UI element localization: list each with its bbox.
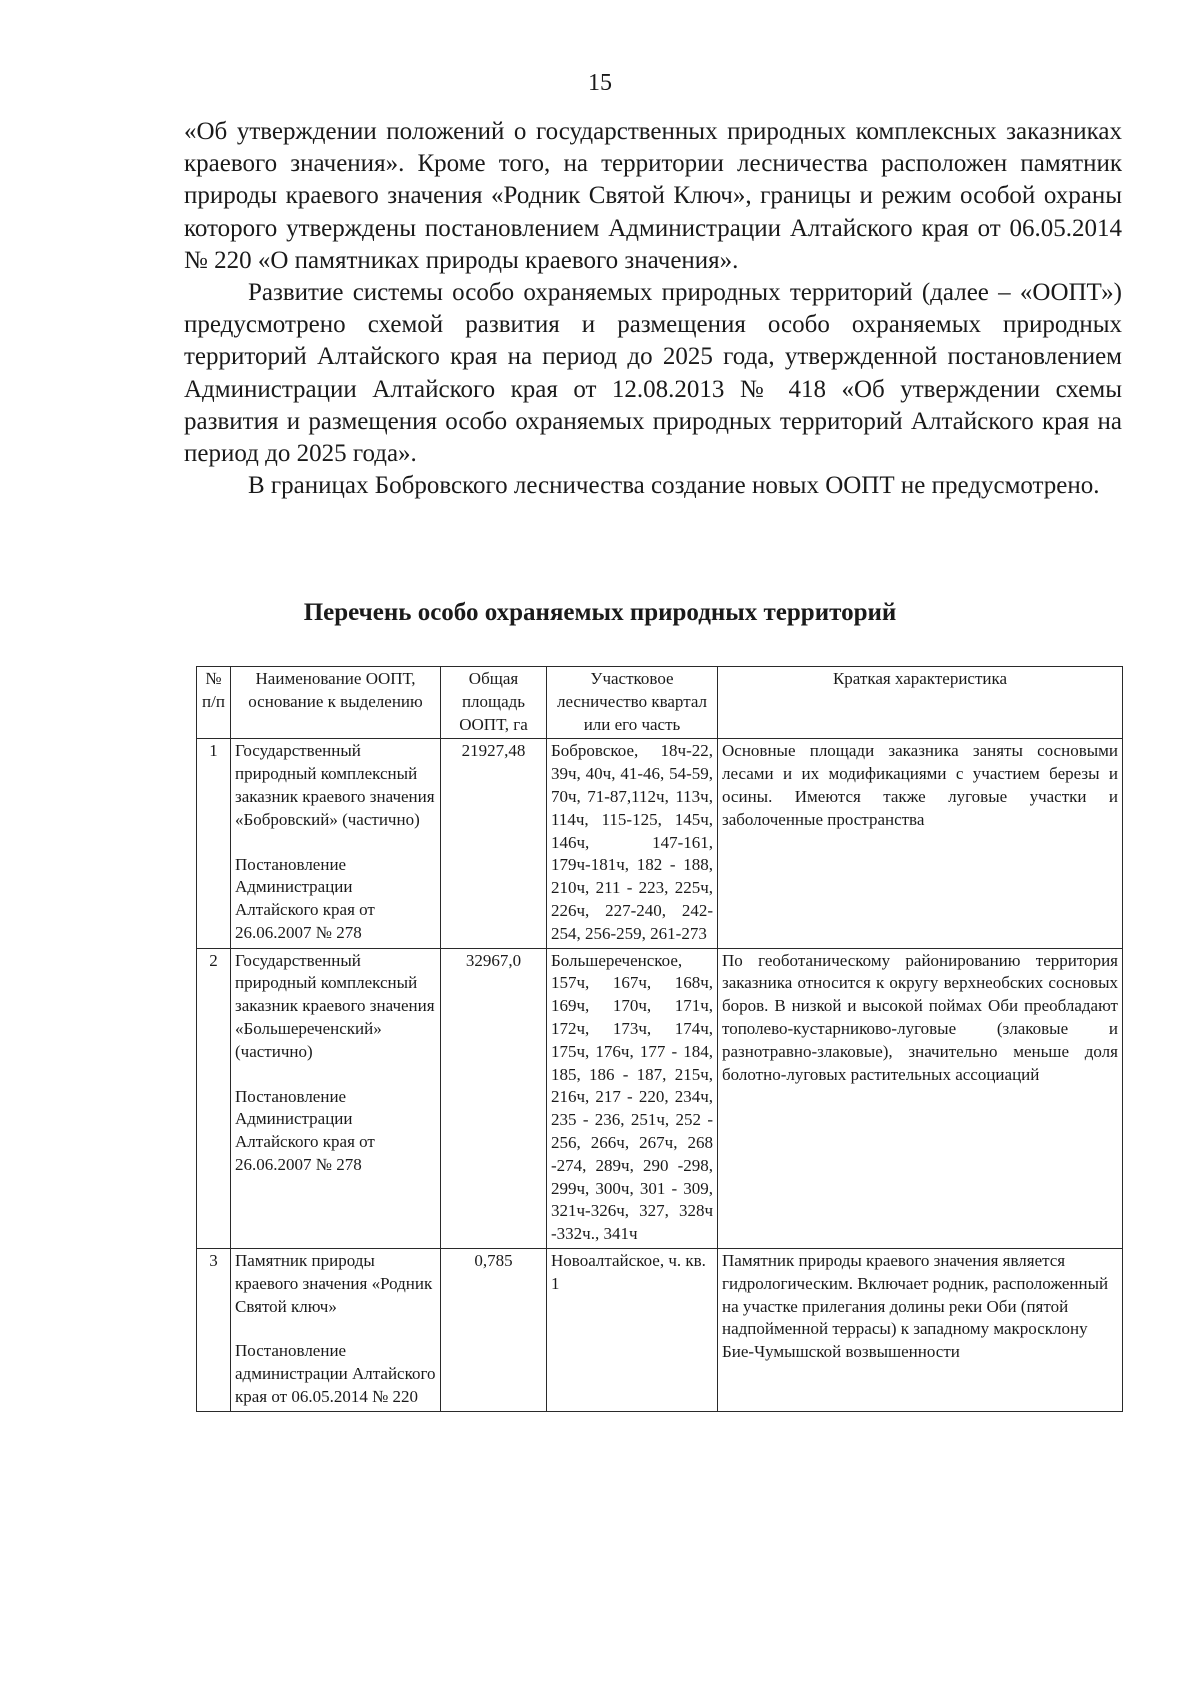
paragraph: Развитие системы особо охраняемых природных территорий (далее – «ООПТ») предусмотрено схемой развития и размещения особо охраняемых природных территорий Алтайского края на период до 2025 года, утвержденной постановлением Администрации Алтайского края от 12.08.2013 № 418 «Об утверждении схемы развития и размещения особо охраняемых природных территорий Алтайского края на период до 2025 года». [184,279,1122,468]
table-row [197,1248,1123,1411]
row-name: Государственный природный комплексный заказник краевого значения «Большереченский» (частично) [235,950,435,1061]
header-description: Краткая характеристика [718,667,1123,739]
page-number: 15 [588,70,612,96]
row-number: 3 [197,1248,231,1411]
row-name-cell [231,948,441,1248]
paragraph: В границах Бобровского лесничества создание новых ООПТ не предусмотрено. [248,472,1100,500]
row-forestry: Новоалтайское, ч. кв. 1 [547,1248,718,1411]
row-description: Памятник природы краевого значения является гидрологическим. Включает родник, расположенный на участке прилегания долины реки Оби (пятой надпойменной террасы) к западному макросклону Бие-Чумышской возвышенности [718,1248,1123,1411]
row-basis: Постановление Администрации Алтайского края от 26.06.2007 № 278 [235,1086,375,1174]
header-forestry: Участковое лесничество квартал или его часть [547,667,718,739]
table-title: Перечень особо охраняемых природных территорий [303,599,897,626]
body-text [184,116,1122,502]
row-number: 1 [197,739,231,948]
row-name-cell [231,1248,441,1411]
row-name: Памятник природы краевого значения «Родник Святой ключ» [235,1250,433,1316]
row-area: 0,785 [441,1248,547,1411]
table-row [197,948,1123,1248]
row-forestry: Большереченское, 157ч, 167ч, 168ч, 169ч, 170ч, 171ч, 172ч, 173ч, 174ч, 175ч, 176ч, 177 - 184, 185, 186 - 187, 215ч, 216ч, 217 - 220, 234ч, 235 - 236, 251ч, 252 - 256, 266ч, 267ч, 268 -274, 289ч, 290 -298, 299ч, 300ч, 301 - 309, 321ч-326ч, 327, 328ч -332ч., 341ч [547,948,718,1248]
row-name-cell [231,739,441,948]
row-area: 32967,0 [441,948,547,1248]
row-description: Основные площади заказника заняты сосновыми лесами и их модификациями с участием березы и осины. Имеются также луговые участки и заболоченные пространства [718,739,1123,948]
header-number: № п/п [197,667,231,739]
oopt-table [196,666,1123,1412]
row-area: 21927,48 [441,739,547,948]
row-forestry: Бобровское, 18ч-22, 39ч, 40ч, 41-46, 54-59, 70ч, 71-87,112ч, 113ч, 114ч, 115-125, 145ч, 146ч, 147-161, 179ч-181ч, 182 - 188, 210ч, 211 - 223, 225ч, 226ч, 227-240, 242-254, 256-259, 261-273 [547,739,718,948]
table-header-row [197,667,1123,739]
row-basis: Постановление Администрации Алтайского края от 26.06.2007 № 278 [235,854,375,942]
row-number: 2 [197,948,231,1248]
row-description: По геоботаническому районированию территория заказника относится к округу верхнеобских сосновых боров. В низкой и высокой поймах Оби преобладают тополево-кустарниково-луговые (злаковые и разнотравно-злаковые), значительно меньше доля болотно-луговых растительных ассоциаций [718,948,1123,1248]
paragraph: «Об утверждении положений о государственных природных комплексных заказниках краевого значения». Кроме того, на территории лесничества расположен памятник природы краевого значения «Родник Святой Ключ», границы и режим особой охраны которого утверждены постановлением Администрации Алтайского края от 06.05.2014 № 220 «О памятниках природы краевого значения». [184,118,1122,274]
row-basis: Постановление администрации Алтайского края от 06.05.2014 № 220 [235,1341,436,1406]
row-name: Государственный природный комплексный заказник краевого значения «Бобровский» (частично) [235,741,435,829]
table-row [197,739,1123,948]
header-area: Общая площадь ООПТ, га [441,667,547,739]
header-name: Наименование ООПТ, основание к выделению [231,667,441,739]
